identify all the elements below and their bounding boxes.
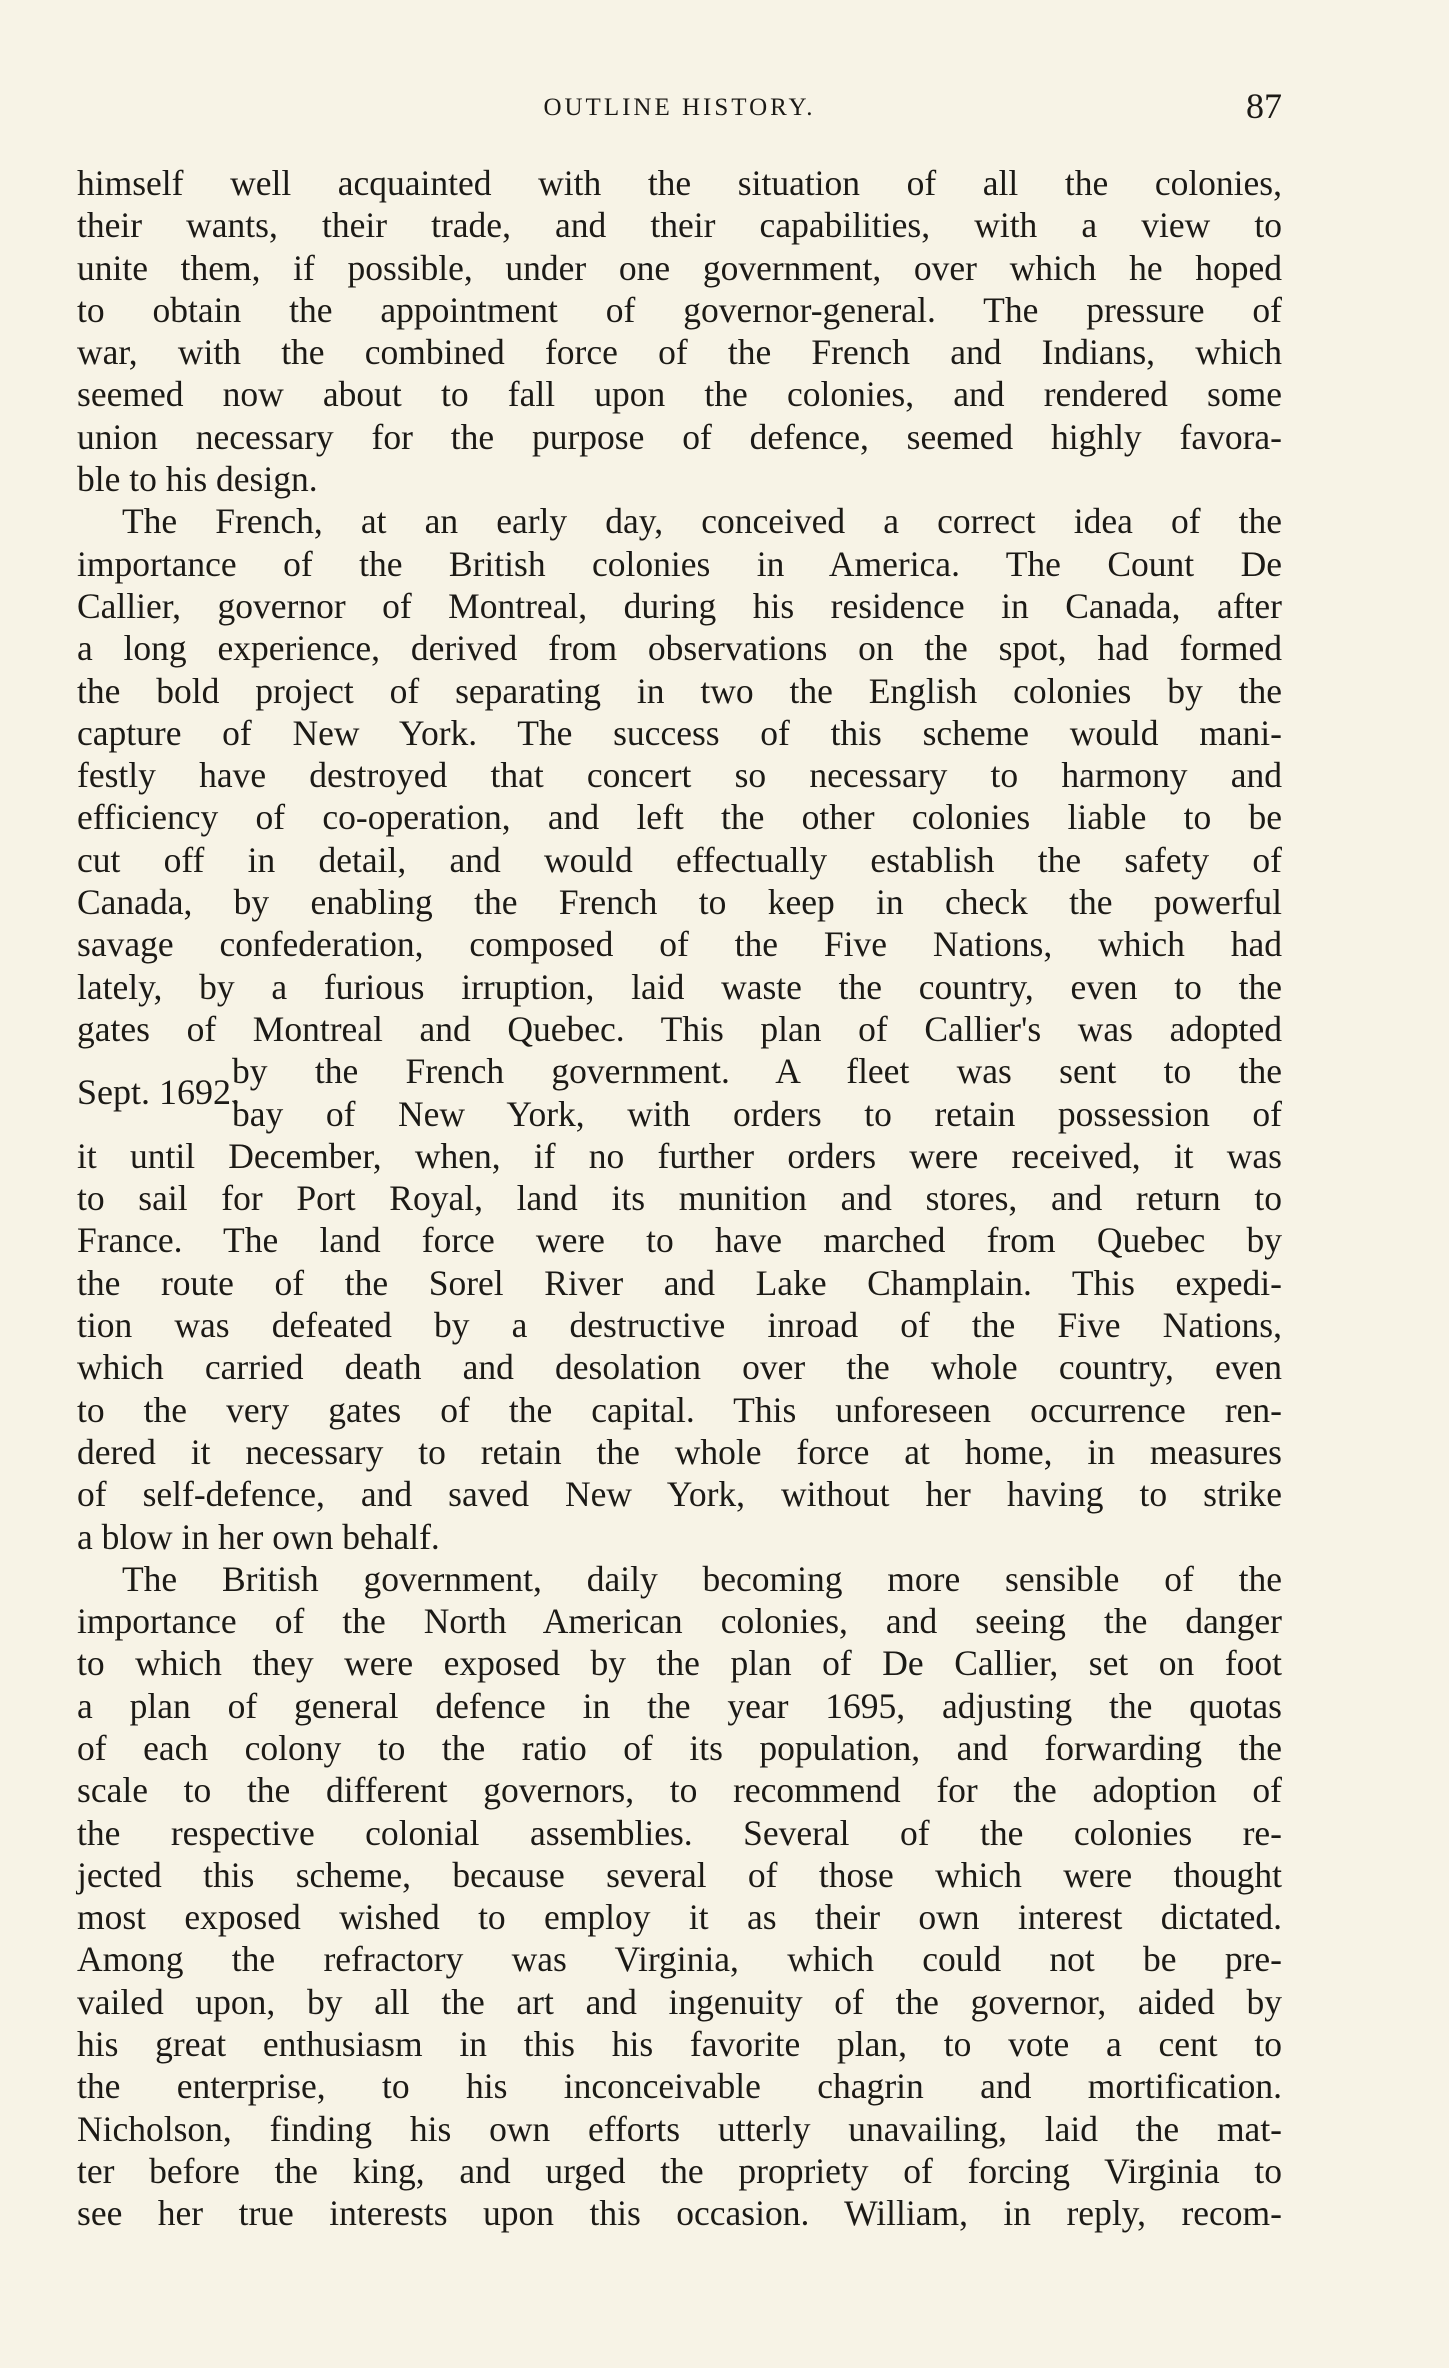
text-line: importance of the North American colonies, and seeing the danger (77, 1601, 1282, 1642)
text-line: himself well acquainted with the situation of all the colonies, (77, 163, 1282, 203)
page-number: 87 (1246, 86, 1282, 126)
text-line-content: by the French government. A fleet was sent to the (232, 1051, 1282, 1092)
text-line: their wants, their trade, and their capabilities, with a view to (77, 205, 1282, 246)
text-line: dered it necessary to retain the whole force at home, in measures (77, 1431, 1282, 1472)
text-line: a plan of general defence in the year 1695, adjusting the quotas (77, 1685, 1282, 1726)
marginal-date-note: Sept. 1692. (77, 1072, 241, 1113)
running-head (77, 88, 1282, 128)
text-line: the bold project of separating in two the English colonies by the (77, 670, 1282, 711)
text-line: tion was defeated by a destructive inroad of the Five Nations, (77, 1305, 1282, 1346)
paragraph (77, 500, 1282, 1557)
text-line: scale to the different governors, to recommend for the adoption of (77, 1770, 1282, 1811)
text-line: to sail for Port Royal, land its munition and stores, and return to (77, 1178, 1282, 1219)
paragraph (77, 1558, 1282, 2235)
text-line (77, 1050, 1282, 1113)
text-line: savage confederation, composed of the Five Nations, which had (77, 924, 1282, 965)
text-line: union necessary for the purpose of defence, seemed highly favora- (77, 416, 1282, 457)
text-line: capture of New York. The success of this scheme would mani- (77, 712, 1282, 753)
text-line: it until December, when, if no further orders were received, it was (77, 1135, 1282, 1176)
text-line: to the very gates of the capital. This unforeseen occurrence ren- (77, 1389, 1282, 1430)
text-line: see her true interests upon this occasion. William, in reply, recom- (77, 2193, 1282, 2234)
text-line: to obtain the appointment of governor-general. The pressure of (77, 289, 1282, 330)
text-line: ter before the king, and urged the propriety of forcing Virginia to (77, 2150, 1282, 2191)
text-line: vailed upon, by all the art and ingenuity of the governor, aided by (77, 1981, 1282, 2022)
text-line: The British government, daily becoming more sensible of the (122, 1558, 1282, 1599)
text-line: which carried death and desolation over the whole country, even (77, 1347, 1282, 1388)
paragraph (77, 162, 1282, 500)
text-line: France. The land force were to have marched from Quebec by (77, 1220, 1282, 1261)
text-line: of self-defence, and saved New York, without her having to strike (77, 1474, 1282, 1515)
text-line: war, with the combined force of the French and Indians, which (77, 332, 1282, 373)
text-line: efficiency of co-operation, and left the other colonies liable to be (77, 797, 1282, 838)
text-line: importance of the British colonies in America. The Count De (77, 543, 1282, 584)
text-line: ble to his design. (77, 459, 318, 500)
text-line: gates of Montreal and Quebec. This plan of Callier's was adopted (77, 1008, 1282, 1049)
text-line: the respective colonial assemblies. Several of the colonies re- (77, 1812, 1282, 1853)
text-line: a blow in her own behalf. (77, 1516, 440, 1557)
text-line: Nicholson, finding his own efforts utterly unavailing, laid the mat- (77, 2108, 1282, 2149)
text-line: Canada, by enabling the French to keep in check the powerful (77, 882, 1282, 923)
text-line: unite them, if possible, under one government, over which he hoped (77, 247, 1282, 288)
text-line: most exposed wished to employ it as their own interest dictated. (77, 1897, 1282, 1938)
text-line: seemed now about to fall upon the colonies, and rendered some (77, 374, 1282, 415)
text-line: Among the refractory was Virginia, which could not be pre- (77, 1939, 1282, 1980)
text-line: the enterprise, to his inconceivable chagrin and mortification. (77, 2066, 1282, 2107)
text-line: of each colony to the ratio of its population, and forwarding the (77, 1727, 1282, 1768)
body-text (77, 162, 1282, 2235)
text-line: The French, at an early day, conceived a correct idea of the (122, 501, 1282, 542)
text-line: cut off in detail, and would effectually establish the safety of (77, 839, 1282, 880)
text-line: festly have destroyed that concert so necessary to harmony and (77, 755, 1282, 796)
text-line: a long experience, derived from observations on the spot, had formed (77, 628, 1282, 669)
text-line: his great enthusiasm in this his favorite plan, to vote a cent to (77, 2024, 1282, 2065)
text-line: Callier, governor of Montreal, during his residence in Canada, after (77, 585, 1282, 626)
running-title: OUTLINE HISTORY. (543, 94, 816, 121)
text-line: lately, by a furious irruption, laid waste the country, even to the (77, 966, 1282, 1007)
text-line: bay of New York, with orders to retain possession of (232, 1093, 1282, 1134)
text-line: the route of the Sorel River and Lake Champlain. This expedi- (77, 1262, 1282, 1303)
text-line: jected this scheme, because several of those which were thought (77, 1854, 1282, 1895)
text-line: to which they were exposed by the plan of De Callier, set on foot (77, 1643, 1282, 1684)
